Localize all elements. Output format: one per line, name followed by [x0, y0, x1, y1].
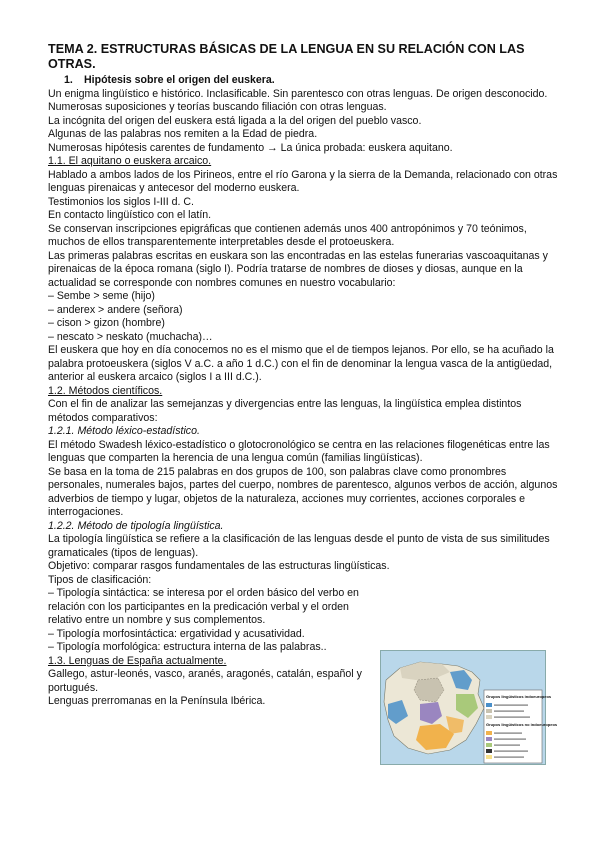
section-heading-1	[48, 74, 560, 88]
section-number: 1.	[64, 74, 73, 86]
paragraph: Tipos de clasificación:	[48, 573, 152, 586]
word-example: – anderex > andere (señora)	[48, 303, 183, 316]
paragraph: Objetivo: comparar rasgos fundamentales de las estructuras lingüísticas.	[48, 560, 390, 572]
typology-item: – Tipología morfosintáctica: ergatividad y acusatividad.	[48, 627, 305, 640]
legend-label-line	[494, 717, 530, 718]
paragraph: Las primeras palabras escritas en euskara son las encontradas en las estelas funerarias vascoaquitanas y pirenaicas de la época romana (siglo I). Podría tratarse de nombres de dioses y diosas, aunque en la actualidad se corresponde con nombres comunes en nuestro vocabulario:	[48, 249, 548, 289]
legend-swatch	[486, 743, 492, 747]
paragraph: El euskera que hoy en día conocemos no es el mismo que el de tiempos lejanos. Por ello, se ha acuñado la palabra protoeuskera (siglos V a.C. a año 1 d.C.) con el fin de denominar la lengua vasca de la antigüedad, anterior al euskera arcaico (siglos I a III d.C.).	[48, 344, 554, 383]
paragraph: Se conservan inscripciones epigráficas que contienen además unos 400 antropónimos y 70 teónimos, muchos de ellos transparentemente interpretables desde el protoeuskera.	[48, 222, 527, 248]
legend-swatch	[486, 715, 492, 719]
paragraph: En contacto lingüístico con el latín.	[48, 209, 212, 221]
legend-label-line	[494, 751, 528, 752]
page-title: TEMA 2. ESTRUCTURAS BÁSICAS DE LA LENGUA EN SU RELACIÓN CON LAS OTRAS.	[48, 42, 525, 71]
legend-swatch	[486, 703, 492, 707]
legend-label-line	[494, 711, 524, 712]
subsection-heading-1-2-1: 1.2.1. Método léxico-estadístico.	[48, 425, 200, 437]
word-example: – Sembe > seme (hijo)	[48, 290, 155, 302]
legend-swatch	[486, 731, 492, 735]
intro-paragraph: La incógnita del origen del euskera está ligada a la del origen del pueblo vasco.	[48, 114, 422, 127]
legend-label-line	[494, 705, 528, 706]
paragraph: Con el fin de analizar las semejanzas y divergencias entre las lenguas, la lingüística emplea distintos métodos comparativos:	[48, 398, 522, 424]
paragraph: Se basa en la toma de 215 palabras en dos grupos de 100, son palabras clave como pronombres personales, numerales bajos, partes del cuerpo, nombres de parentesco, algunos verbos de acción, algunos adverbios de tiempo y lugar, objetos de la naturaleza, acciones muy corrientes, acciones corporales e interrogaciones.	[48, 465, 558, 518]
legend-swatch	[486, 749, 492, 753]
subsection-heading-1-2-2: 1.2.2. Método de tipología lingüística.	[48, 519, 224, 532]
document-page	[48, 42, 560, 709]
typology-item: – Tipología morfológica: estructura interna de las palabras..	[48, 641, 327, 653]
intro-paragraph: Numerosas hipótesis carentes de fundamento → La única probada: euskera aquitano.	[48, 141, 453, 154]
legend-title-indoeuropean: Grupos lingüísticos indoeuropeos	[486, 694, 552, 699]
legend-label-line	[494, 757, 524, 758]
legend-title-non-indoeuropean: Grupos lingüísticos no indoeuropeos	[486, 722, 558, 727]
legend-swatch	[486, 755, 492, 759]
paragraph: Testimonios los siglos I-III d. C.	[48, 195, 195, 208]
paragraph: Lenguas prerromanas en la Península Ibérica.	[48, 695, 266, 707]
intro-paragraph: Algunas de las palabras nos remiten a la Edad de piedra.	[48, 128, 318, 140]
word-example: – cison > gizon (hombre)	[48, 317, 165, 329]
intro-paragraph: Un enigma lingüístico e histórico. Inclasificable. Sin parentesco con otras lenguas. De origen desconocido. Numerosas suposiciones y teorías buscando filiación con otras lenguas.	[48, 87, 548, 113]
legend-label-line	[494, 733, 522, 734]
paragraph: Gallego, astur-leonés, vasco, aranés, aragonés, catalán, español y portugués.	[48, 668, 362, 694]
paragraph: Hablado a ambos lados de los Pirineos, entre el río Garona y la sierra de la Demanda, relacionado con otras lenguas pirenaicas y antecesor del moderno euskera.	[48, 168, 558, 194]
subsection-heading-1-1: 1.1. El aquitano o euskera arcaico.	[48, 155, 212, 167]
word-example: – nescato > neskato (muchacha)…	[48, 330, 213, 343]
legend-label-line	[494, 739, 526, 740]
iberian-languages-map	[380, 650, 558, 765]
legend-label-line	[494, 745, 520, 746]
subsection-heading-1-2: 1.2. Métodos científicos.	[48, 384, 163, 397]
section-heading-text: Hipótesis sobre el origen del euskera.	[84, 74, 275, 86]
typology-item: – Tipología sintáctica: se interesa por el orden básico del verbo en relación con los participantes en la predicación verbal y el orden relativo entre un nombre y sus complementos.	[48, 587, 359, 626]
paragraph: La tipología lingüística se refiere a la clasificación de las lenguas desde el punto de vista de sus similitudes gramaticales (tipos de lenguas).	[48, 533, 550, 559]
paragraph: El método Swadesh léxico-estadístico o glotocronológico se centra en las relaciones filogenéticas entre las lenguas que comparten la herencia de una lengua común (familias lingüísticas).	[48, 438, 550, 464]
legend-swatch	[486, 709, 492, 713]
subsection-heading-1-3: 1.3. Lenguas de España actualmente.	[48, 654, 227, 667]
legend-swatch	[486, 737, 492, 741]
